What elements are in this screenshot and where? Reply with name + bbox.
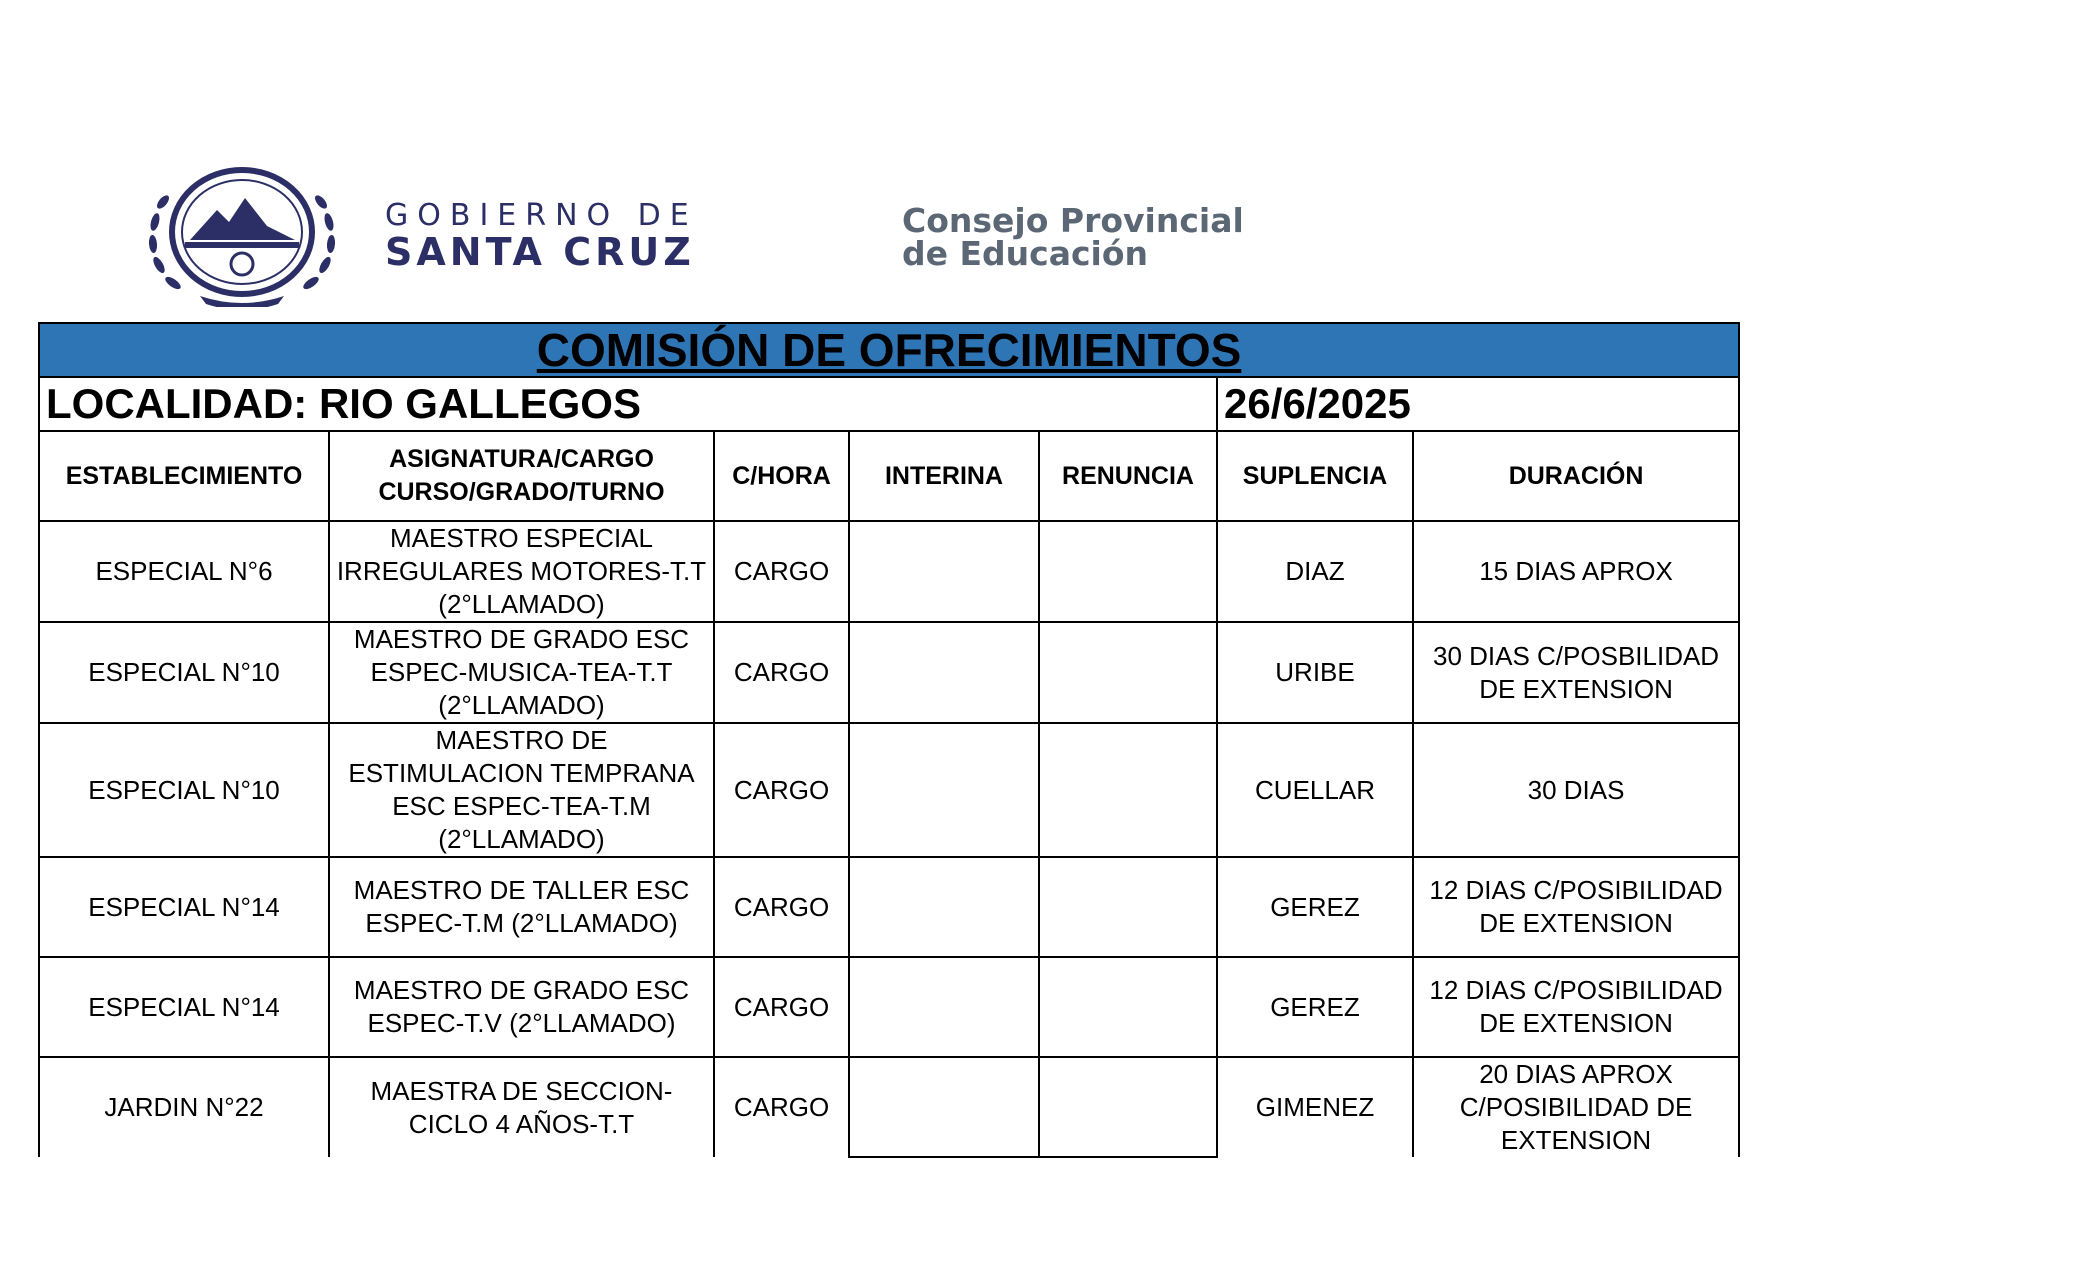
- cell-duracion: 30 DIAS: [1413, 723, 1739, 857]
- table-row: [39, 521, 1739, 622]
- title-row: [39, 323, 1739, 377]
- col-asignatura: [329, 431, 714, 521]
- cell-suplencia: GEREZ: [1217, 857, 1413, 957]
- cell-establecimiento: ESPECIAL N°14: [39, 857, 329, 957]
- cell-chora: CARGO: [714, 857, 849, 957]
- cell-interina: [849, 857, 1039, 957]
- table-row: [39, 857, 1739, 957]
- council-line-2: de Educación: [902, 234, 1149, 273]
- header-logos: [145, 162, 1325, 307]
- col-asignatura-line-1: ASIGNATURA/CARGO: [389, 445, 654, 473]
- cell-establecimiento: ESPECIAL N°14: [39, 957, 329, 1057]
- cell-duracion: 20 DIAS APROX C/POSIBILIDAD DE EXTENSION: [1413, 1057, 1739, 1157]
- cell-establecimiento: JARDIN N°22: [39, 1057, 329, 1157]
- cell-asignatura: MAESTRO DE GRADO ESC ESPEC-T.V (2°LLAMADO): [329, 957, 714, 1057]
- cell-establecimiento: ESPECIAL N°6: [39, 521, 329, 622]
- cell-establecimiento: ESPECIAL N°10: [39, 622, 329, 723]
- col-asignatura-line-2: CURSO/GRADO/TURNO: [378, 478, 665, 506]
- cell-duracion: 12 DIAS C/POSIBILIDAD DE EXTENSION: [1413, 857, 1739, 957]
- cell-interina: [849, 1057, 1039, 1157]
- cell-duracion: 30 DIAS C/POSBILIDAD DE EXTENSION: [1413, 622, 1739, 723]
- table-row: [39, 622, 1739, 723]
- cell-renuncia: [1039, 723, 1217, 857]
- government-line-2: SANTA CRUZ: [385, 230, 695, 274]
- cell-duracion: 12 DIAS C/POSIBILIDAD DE EXTENSION: [1413, 957, 1739, 1057]
- cell-chora: CARGO: [714, 521, 849, 622]
- location-label: LOCALIDAD: RIO GALLEGOS: [39, 377, 1217, 431]
- cell-interina: [849, 622, 1039, 723]
- header-row: [39, 431, 1739, 521]
- col-suplencia: SUPLENCIA: [1217, 431, 1413, 521]
- cell-asignatura: MAESTRO DE GRADO ESC ESPEC-MUSICA-TEA-T.T (2°LLAMADO): [329, 622, 714, 723]
- council-wordmark: [902, 201, 1244, 273]
- cell-chora: CARGO: [714, 723, 849, 857]
- cell-renuncia: [1039, 521, 1217, 622]
- cell-chora: CARGO: [714, 957, 849, 1057]
- offers-table: [38, 322, 1740, 1158]
- cell-suplencia: CUELLAR: [1217, 723, 1413, 857]
- council-line-1: Consejo Provincial: [902, 201, 1244, 240]
- cell-chora: CARGO: [714, 1057, 849, 1157]
- col-chora: C/HORA: [714, 431, 849, 521]
- government-line-1: GOBIERNO DE: [385, 198, 698, 233]
- col-duracion: DURACIÓN: [1413, 431, 1739, 521]
- table-row: [39, 1057, 1739, 1157]
- cell-interina: [849, 521, 1039, 622]
- col-establecimiento: ESTABLECIMIENTO: [39, 431, 329, 521]
- cell-establecimiento: ESPECIAL N°10: [39, 723, 329, 857]
- cell-suplencia: GIMENEZ: [1217, 1057, 1413, 1157]
- date-label: 26/6/2025: [1217, 377, 1739, 431]
- cell-renuncia: [1039, 957, 1217, 1057]
- table-row: [39, 723, 1739, 857]
- cell-interina: [849, 957, 1039, 1057]
- cell-renuncia: [1039, 1057, 1217, 1157]
- cell-asignatura: MAESTRO DE ESTIMULACION TEMPRANA ESC ESPEC-TEA-T.M (2°LLAMADO): [329, 723, 714, 857]
- table-row: [39, 957, 1739, 1057]
- government-wordmark: [385, 200, 698, 272]
- cell-asignatura: MAESTRO ESPECIAL IRREGULARES MOTORES-T.T (2°LLAMADO): [329, 521, 714, 622]
- cell-interina: [849, 723, 1039, 857]
- cell-suplencia: DIAZ: [1217, 521, 1413, 622]
- cell-suplencia: URIBE: [1217, 622, 1413, 723]
- cell-duracion: 15 DIAS APROX: [1413, 521, 1739, 622]
- page-title: COMISIÓN DE OFRECIMIENTOS: [39, 323, 1739, 377]
- col-renuncia: RENUNCIA: [1039, 431, 1217, 521]
- cell-renuncia: [1039, 622, 1217, 723]
- cell-renuncia: [1039, 857, 1217, 957]
- location-row: [39, 377, 1739, 431]
- cell-asignatura: MAESTRA DE SECCION-CICLO 4 AÑOS-T.T: [329, 1057, 714, 1157]
- cell-suplencia: GEREZ: [1217, 957, 1413, 1057]
- santa-cruz-seal-icon: [145, 162, 339, 307]
- cell-asignatura: MAESTRO DE TALLER ESC ESPEC-T.M (2°LLAMADO): [329, 857, 714, 957]
- col-interina: INTERINA: [849, 431, 1039, 521]
- cell-chora: CARGO: [714, 622, 849, 723]
